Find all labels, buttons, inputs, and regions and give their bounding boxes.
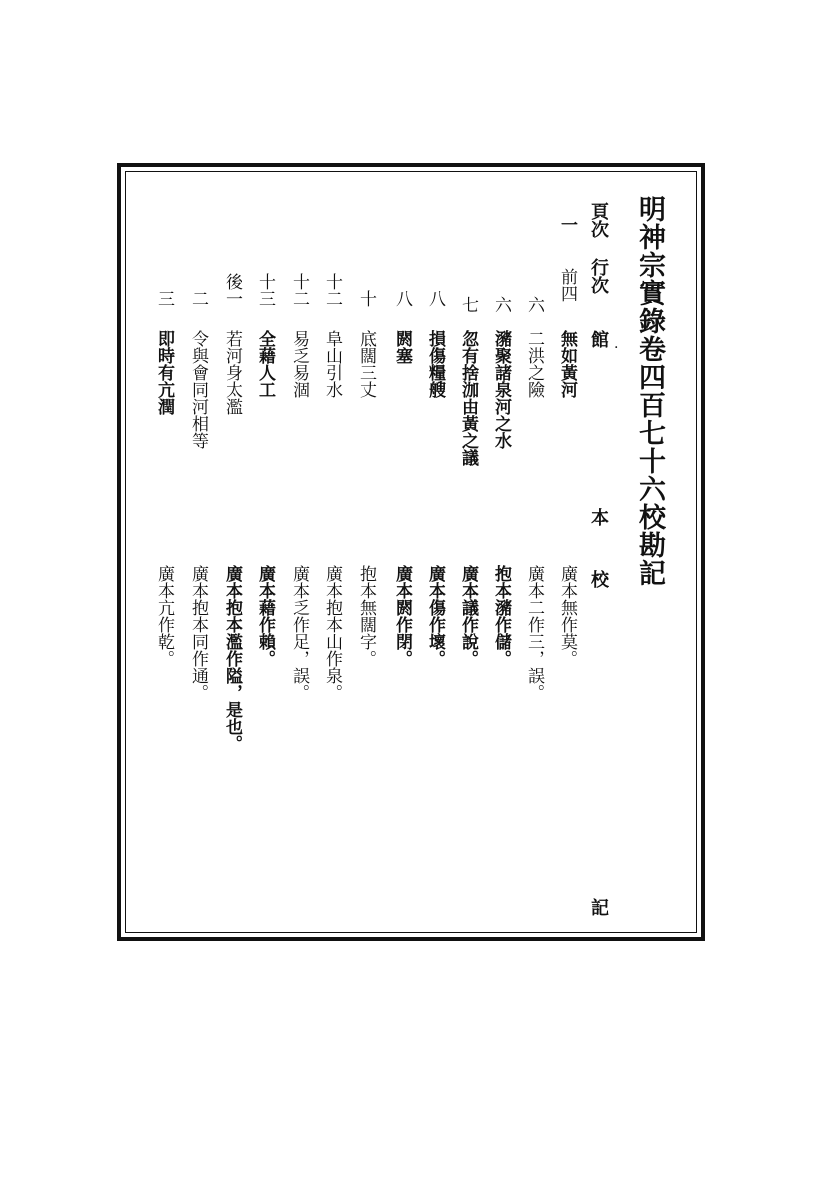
column-collation-note: 廣本抱本同作通。	[188, 565, 208, 701]
column-line: 八	[392, 290, 412, 307]
column-original-text: 瀦聚諸泉河之水	[491, 330, 511, 449]
column-original-text: 全藉人工	[255, 330, 275, 398]
column-collation-note: 廣本抱本山作泉。	[322, 565, 342, 701]
column-line: 三	[154, 290, 174, 307]
column-original-text: 無如黃河	[557, 330, 577, 398]
column-original-text: 若河身太濫	[222, 330, 242, 415]
column-collation-note: 廣本二作三，誤。	[524, 565, 544, 701]
header-ji: 記	[588, 898, 609, 916]
column-original-text: 底闊三丈	[356, 330, 376, 398]
column-line: 十三	[255, 273, 275, 307]
header-ben: 本	[588, 508, 609, 526]
column-original-text: 令與會同河相等	[188, 330, 208, 449]
column-collation-note: 廣本抱本濫作隘，是也。	[222, 565, 242, 752]
column-original-text: 忽有捨泇由黃之議	[458, 330, 478, 466]
column-original-text: 阜山引水	[322, 330, 342, 398]
column-page-number: 一	[557, 216, 577, 233]
page-title: 明神宗實錄卷四百七十六校勘記	[634, 195, 665, 587]
column-collation-note: 抱本無闊字。	[356, 565, 376, 667]
header-jiao: 校	[588, 570, 609, 588]
column-original-text: 二洪之險	[524, 330, 544, 398]
header-line: 行次	[588, 258, 609, 294]
header-guan: 館	[588, 330, 609, 348]
header-dot: .	[614, 336, 619, 352]
column-line: 十二	[322, 273, 342, 307]
column-collation-note: 廣本議作說。	[458, 565, 478, 667]
column-collation-note: 廣本乏作足，誤。	[289, 565, 309, 701]
column-line: 七	[458, 296, 478, 313]
column-line: 八	[425, 290, 445, 307]
column-original-text: 即時有亢潤	[154, 330, 174, 415]
column-original-text: 閼塞	[392, 330, 412, 364]
column-collation-note: 廣本閼作閉。	[392, 565, 412, 667]
column-line: 十	[356, 290, 376, 307]
page-border	[117, 163, 705, 941]
header-page: 頁次	[588, 202, 609, 238]
column-collation-note: 廣本傷作壞。	[425, 565, 445, 667]
column-original-text: 損傷糧艘	[425, 330, 445, 398]
column-collation-note: 廣本藉作賴。	[255, 565, 275, 667]
column-collation-note: 廣本亢作乾。	[154, 565, 174, 667]
column-line: 六	[491, 296, 511, 313]
column-collation-note: 抱本瀦作儲。	[491, 565, 511, 667]
column-collation-note: 廣本無作莫。	[557, 565, 577, 667]
column-line: 後一	[222, 273, 242, 307]
column-line: 前四	[557, 268, 577, 302]
column-line: 二	[188, 290, 208, 307]
column-line: 六	[524, 296, 544, 313]
column-original-text: 易乏易涸	[289, 330, 309, 398]
column-line: 十二	[289, 273, 309, 307]
